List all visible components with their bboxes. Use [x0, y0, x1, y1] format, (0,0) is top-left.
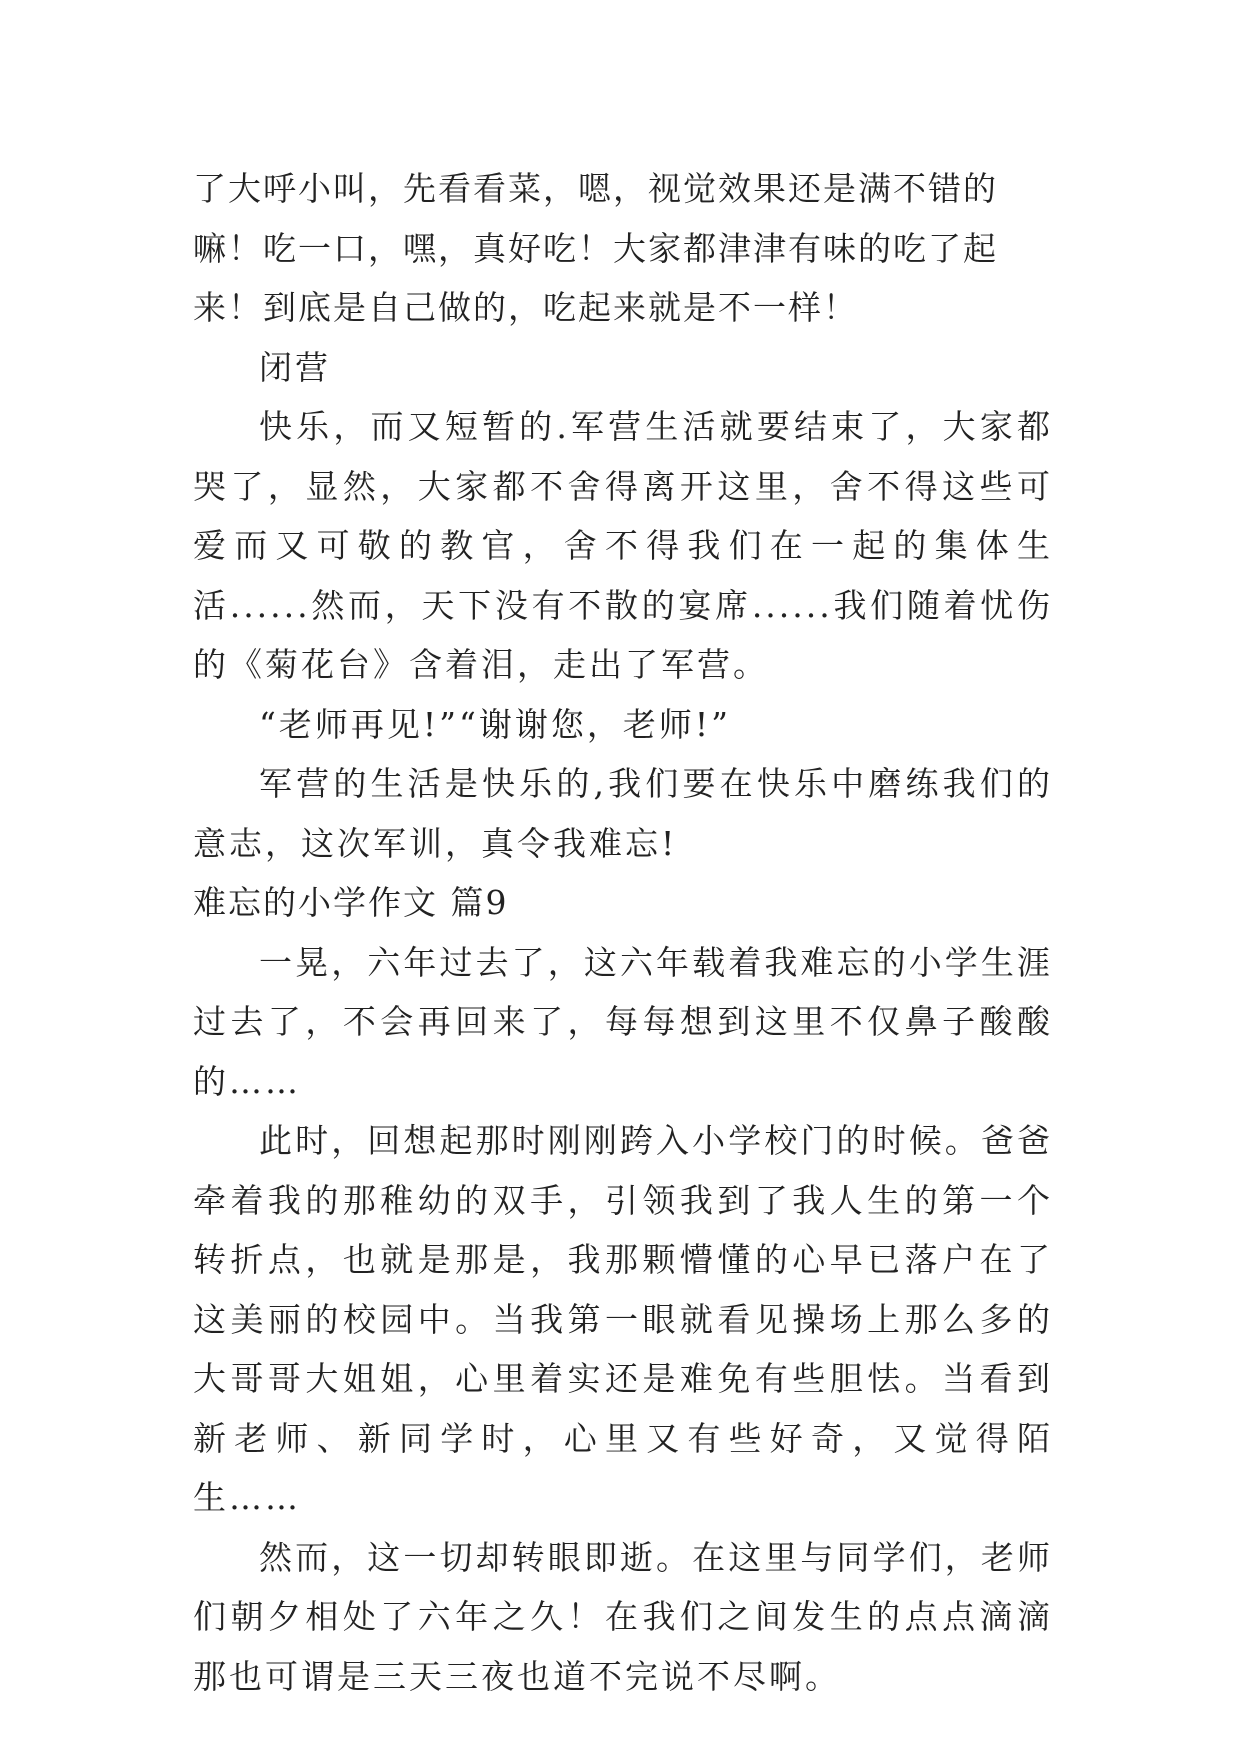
continuation-paragraph: 了大呼小叫，先看看菜，嗯，视觉效果还是满不错的嘛！吃一口，嘿，真好吃！大家都津津有味的吃了起来！到底是自己做的，吃起来就是不一样！ — [193, 169, 998, 327]
body-paragraph: 快乐，而又短暂的.军营生活就要结束了，大家都哭了，显然，大家都不舍得离开这里，舍不得这些可爱而又可敬的教官，舍不得我们在一起的集体生活......然而，天下没有不散的宴席......我们随着忧伤的《菊花台》含着泪，走出了军营。 — [193, 407, 1053, 684]
section-title: 闭营 — [259, 347, 331, 387]
body-paragraph: 然而，这一切却转眼即逝。在这里与同学们，老师们朝夕相处了六年之久！在我们之间发生的点点滴滴那也可谓是三天三夜也道不完说不尽啊。 — [193, 1537, 1053, 1696]
document-body — [193, 159, 1053, 1706]
body-paragraph: 军营的生活是快乐的,我们要在快乐中磨练我们的意志，这次军训，真令我难忘! — [193, 764, 1053, 863]
quote-paragraph: “老师再见!”“谢谢您，老师!” — [259, 704, 732, 744]
essay-heading: 难忘的小学作文 篇9 — [193, 883, 509, 922]
body-paragraph: 一晃，六年过去了，这六年载着我难忘的小学生涯过去了，不会再回来了，每每想到这里不仅鼻子酸酸的…… — [193, 942, 1053, 1101]
body-paragraph: 此时，回想起那时刚刚跨入小学校门的时候。爸爸牵着我的那稚幼的双手，引领我到了我人生的第一个转折点，也就是那是，我那颗懵懂的心早已落户在了这美丽的校园中。当我第一眼就看见操场上那么多的大哥哥大姐姐，心里着实还是难免有些胆怯。当看到新老师、新同学时，心里又有些好奇，又觉得陌生…… — [193, 1121, 1053, 1517]
